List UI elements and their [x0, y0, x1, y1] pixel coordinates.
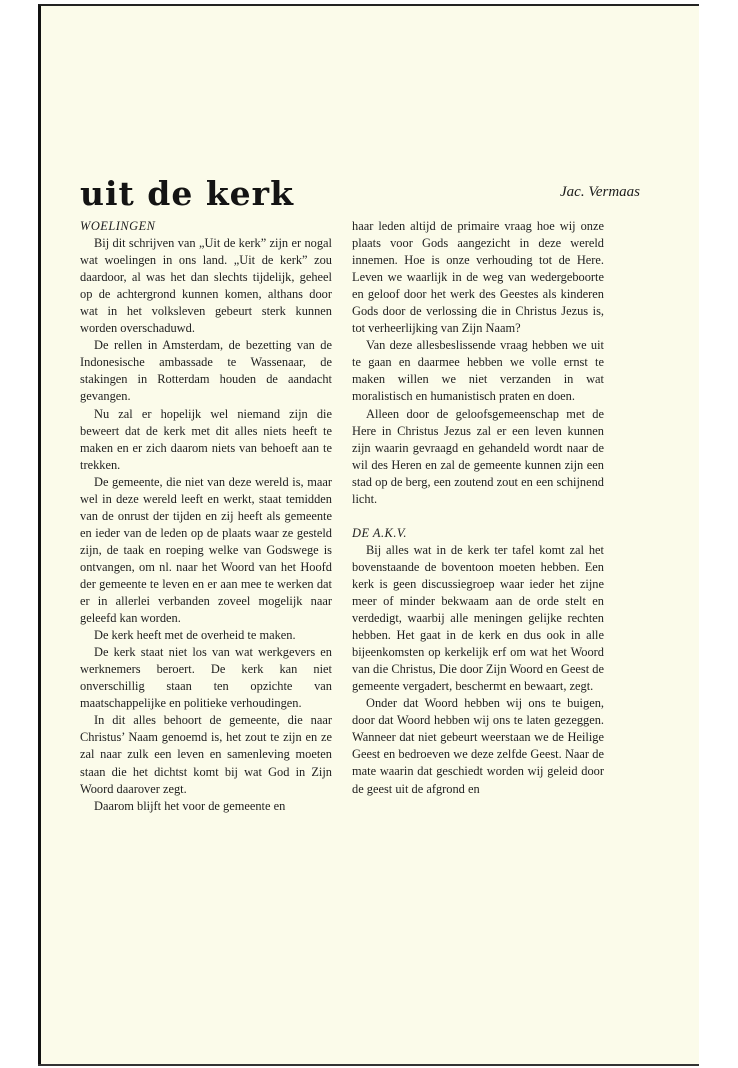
paragraph: De rellen in Amsterdam, de bezetting van de Indonesische ambassade te Wassenaar, de stakingen in Rotterdam houden de aandacht gevangen.	[80, 338, 332, 404]
author-name: Jac. Vermaas	[560, 184, 640, 200]
paragraph: Bij alles wat in de kerk ter tafel komt zal het bovenstaande de boventoon moeten hebben. Een kerk is geen discussiegroep waar ieder het zijne meer of minder bekwaam aan de orde stelt en verdedigt, waarbij alle meningen gelijke rechten hebben. Het gaat in de kerk en dus ook in alle bijeenkomsten op kerkelijk erf om wat het Woord van die Christus, Die door Zijn Woord en Geest de gemeente vergadert, beschermt en bewaart, zegt.	[352, 542, 604, 694]
paragraph-continued: haar leden altijd de primaire vraag hoe wij onze plaats voor Gods aangezicht in deze wereld innemen. Hoe is onze verhouding tot de Here. Leven we waarlijk in de weg van wedergeboorte en geloof door het werk des Geestes als kinderen Gods door de verlossing die in Christus Jezus is, tot verheerlijking van Zijn Naam?	[352, 219, 604, 336]
section-heading-woelingen: WOELINGEN	[80, 219, 156, 233]
paragraph: De kerk heeft met de overheid te maken.	[94, 628, 296, 643]
paragraph: Nu zal er hopelijk wel niemand zijn die beweert dat de kerk met dit alles niets heeft te maken en er zich daarom niets van behoeft aan te trekken.	[80, 406, 332, 472]
right-column	[352, 218, 604, 798]
masthead	[80, 172, 640, 216]
paragraph: In dit alles behoort de gemeente, die naar Christus’ Naam genoemd is, het zout te zijn en ze zal naar zulk een leven en samenleving moeten staan die het dichtst komt bij wat God in Zijn Woord daarover zegt.	[80, 713, 332, 796]
paragraph: De kerk staat niet los van wat werkgevers en werknemers beroert. De kerk kan niet onverschillig staan ten opzichte van maatschappelijke en politieke verhoudingen.	[80, 645, 332, 711]
left-column	[80, 218, 332, 815]
paragraph: Bij dit schrijven van „Uit de kerk” zijn er nogal wat woelingen in ons land. „Uit de kerk” zou daardoor, al was het dan slechts tijdelijk, geheel op de achtergrond kunnen komen, althans door wat in het volksleven gebeurt sterk kunnen worden overschaduwd.	[80, 236, 332, 336]
paragraph: Daarom blijft het voor de gemeente en	[94, 798, 286, 813]
paragraph: Onder dat Woord hebben wij ons te buigen, door dat Woord hebben wij ons te laten gezeggen. Wanneer dat niet gebeurt weerstaan we de Heilige Geest en bedroeven we deze zelfde Geest. Naar de mate waarin dat geschiedt worden wij geleid door de geest uit de afgrond en	[352, 696, 604, 796]
column-title: uit de kerk	[80, 174, 294, 213]
section-gap	[352, 508, 604, 525]
paragraph: De gemeente, die niet van deze wereld is, maar wel in deze wereld leeft en werkt, staat temidden van de onrust der tijden en zij heeft als gemeente en ieder van de leden op de plaats waar ze gesteld zijn, de taak en roeping welke van Godswege is ontvangen, om nl. naar het Woord van het Hoofd der gemeente te leven en er aan mee te werken dat er in allerlei verbanden zoveel mogelijk naar geleefd kan worden.	[80, 474, 332, 626]
page-bottom-edge	[38, 1064, 699, 1066]
paragraph: Alleen door de geloofsgemeenschap met de Here in Christus Jezus zal er een leven kunnen zijn waarin gevraagd en gehandeld wordt naar de wil des Heren en zal de gemeente kunnen zijn een stad op de berg, een zoutend zout en een schijnend licht.	[352, 406, 604, 506]
section-heading-akv: DE A.K.V.	[352, 525, 407, 540]
paragraph: Van deze allesbeslissende vraag hebben we uit te gaan en daarmee hebben we volle ernst te maken willen we niet verzanden in wat moralistisch en humanistisch praten en doen.	[352, 338, 604, 404]
